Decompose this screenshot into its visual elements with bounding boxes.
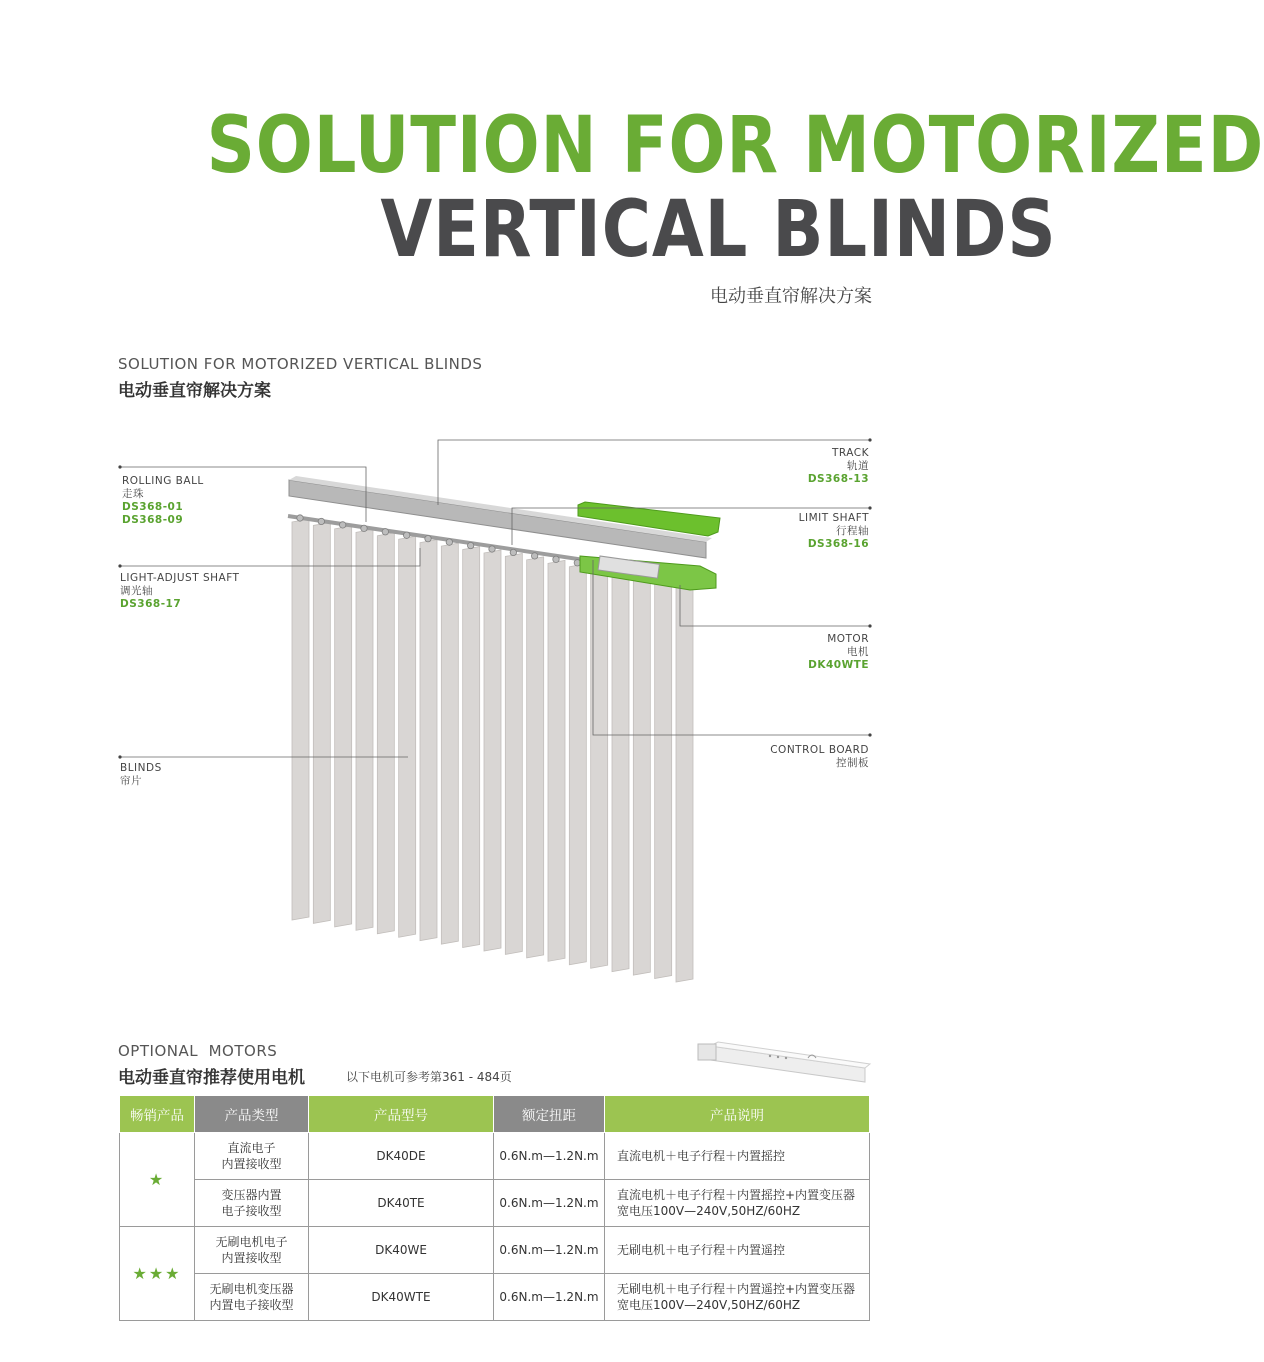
label-blinds: BLINDS 帘片 <box>120 762 162 787</box>
table-header-row <box>120 1096 870 1133</box>
model-cell: DK40WE <box>309 1227 494 1274</box>
label-motor: MOTOR 电机 DK40WTE <box>808 633 869 671</box>
blind-slat <box>377 533 394 934</box>
col-header: 产品说明 <box>605 1096 870 1133</box>
blind-slat <box>441 543 458 944</box>
table-row <box>120 1133 870 1180</box>
blind-slat <box>527 557 544 958</box>
hero-title-line2: VERTICAL BLINDS <box>380 185 1057 275</box>
rolling-ball <box>339 522 345 528</box>
rolling-ball <box>403 532 409 538</box>
label-light-adjust-shaft: LIGHT-ADJUST SHAFT 调光轴 DS368-17 <box>120 572 240 610</box>
label-limit-shaft: LIMIT SHAFT 行程轴 DS368-16 <box>798 512 869 550</box>
model-cell: DK40TE <box>309 1180 494 1227</box>
type-cell: 无刷电机变压器 内置电子接收型 <box>195 1274 309 1321</box>
rolling-ball <box>467 542 473 548</box>
section-title-cn: 电动垂直帘解决方案 <box>118 381 271 401</box>
blind-slat <box>356 529 373 930</box>
label-control-board: CONTROL BOARD 控制板 <box>770 744 869 769</box>
rolling-ball <box>425 535 431 541</box>
desc-cell: 无刷电机＋电子行程＋内置遥控 <box>605 1227 870 1274</box>
label-track: TRACK 轨道 DS368-13 <box>807 447 869 485</box>
blind-slats <box>292 519 693 982</box>
model-cell: DK40WTE <box>309 1274 494 1321</box>
col-header: 畅销产品 <box>120 1096 195 1133</box>
blind-slat <box>633 574 650 975</box>
type-cell: 无刷电机电子 内置接收型 <box>195 1227 309 1274</box>
blind-slat <box>484 550 501 951</box>
blind-slat <box>505 553 522 954</box>
desc-cell: 直流电机＋电子行程＋内置摇控 <box>605 1133 870 1180</box>
blind-slat <box>399 536 416 937</box>
blind-slat <box>612 571 629 972</box>
rolling-ball <box>318 518 324 524</box>
motor-product-image <box>690 1030 875 1090</box>
torque-cell: 0.6N.m—1.2N.m <box>494 1133 605 1180</box>
rolling-ball <box>531 553 537 559</box>
blind-slat <box>569 564 586 965</box>
star-rating: ★★★ <box>120 1227 195 1321</box>
torque-cell: 0.6N.m—1.2N.m <box>494 1180 605 1227</box>
blind-slat <box>313 522 330 923</box>
col-header: 产品型号 <box>309 1096 494 1133</box>
desc-cell: 无刷电机＋电子行程＋内置遥控+内置变压器 宽电压100V—240V,50HZ/60HZ <box>605 1274 870 1321</box>
table-row <box>120 1274 870 1321</box>
blind-slat <box>548 560 565 961</box>
rolling-ball <box>382 529 388 535</box>
blind-slat <box>463 547 480 948</box>
table-row <box>120 1227 870 1274</box>
blind-slat <box>420 540 437 941</box>
blind-slat <box>655 578 672 979</box>
torque-cell: 0.6N.m—1.2N.m <box>494 1274 605 1321</box>
star-rating: ★ <box>120 1133 195 1227</box>
type-cell: 直流电子 内置接收型 <box>195 1133 309 1180</box>
section-title-en: SOLUTION FOR MOTORIZED VERTICAL BLINDS <box>118 355 483 373</box>
col-header: 产品类型 <box>195 1096 309 1133</box>
torque-cell: 0.6N.m—1.2N.m <box>494 1227 605 1274</box>
hero-title-line1: SOLUTION FOR MOTORIZED <box>206 101 1264 191</box>
blind-slat <box>335 526 352 927</box>
table-row <box>120 1180 870 1227</box>
rolling-ball <box>553 556 559 562</box>
optional-title-cn: 电动垂直帘推荐使用电机 <box>118 1068 305 1088</box>
blind-slat <box>292 519 309 920</box>
blind-slat <box>676 581 693 982</box>
desc-cell: 直流电机＋电子行程＋内置摇控+内置变压器 宽电压100V—240V,50HZ/60HZ <box>605 1180 870 1227</box>
type-cell: 变压器内置 电子接收型 <box>195 1180 309 1227</box>
optional-title-en: OPTIONAL MOTORS <box>118 1042 278 1060</box>
label-rolling-ball: ROLLING BALL 走珠 DS368-01 DS368-09 <box>122 475 204 526</box>
hero-subtitle-cn: 电动垂直帘解决方案 <box>710 286 872 307</box>
rolling-ball <box>489 546 495 552</box>
rolling-ball <box>446 539 452 545</box>
rolling-ball <box>297 515 303 521</box>
rolling-ball <box>361 525 367 531</box>
col-header: 额定扭距 <box>494 1096 605 1133</box>
model-cell: DK40DE <box>309 1133 494 1180</box>
optional-note: 以下电机可参考第361 - 484页 <box>346 1070 512 1084</box>
rolling-ball <box>510 549 516 555</box>
motor-spec-table <box>119 1095 870 1321</box>
track-rail-top <box>289 476 712 542</box>
